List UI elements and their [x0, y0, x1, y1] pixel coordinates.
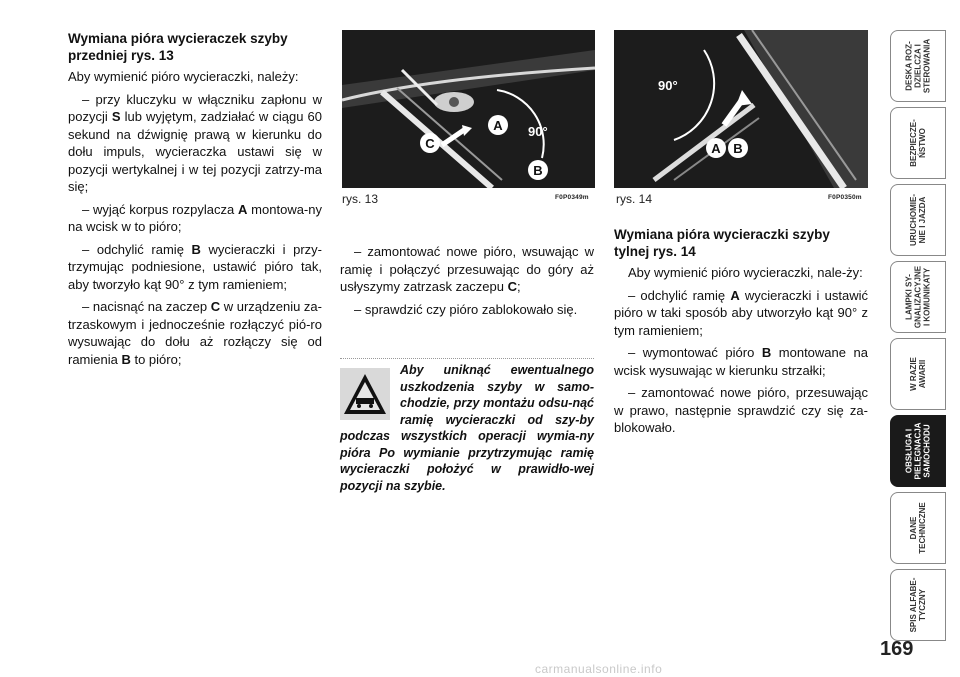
step-text: – zamontować nowe pióro, wsuwając w ramię i połączyć przesuwając do góry aż usłyszymy zatrzask zaczepu: [340, 244, 594, 294]
step-text: – zamontować nowe pióro, przesuwając w prawo, następnie sprawdzić czy się za-blokowało.: [614, 385, 868, 435]
chapter-tab-label: BEZPIECZE- ŃSTWO: [909, 119, 927, 167]
step-item: [340, 243, 594, 296]
chapter-tab-label: W RAZIE AWARII: [909, 357, 927, 391]
step-text: wycieraczki i przy-trzymując podniesione, ustawić pióro tak, aby tworzyło kąt 90° z tym ramieniem;: [68, 241, 322, 292]
chapter-tab[interactable]: [890, 184, 946, 256]
chapter-tab[interactable]: [890, 415, 946, 487]
figure-13-code: F0P0349m: [555, 194, 589, 201]
intro-text: Aby wymienić pióro wycieraczki, nale-ży:: [628, 265, 863, 280]
warning-text: Aby uniknąć ewentualnego uszkodzenia szyby w samo-chodzie, przy montażu odsu-nąć ramię wycieraczki od szy-by podczas wszystkich operacji wymia-ny pióra Po wymianie przytrzymując ramię wycieraczki położyć w prawidło-wej pozycji na szybie.: [340, 363, 594, 493]
chapter-tab[interactable]: [890, 492, 946, 564]
column-continued-steps: [340, 243, 594, 323]
chapter-tab[interactable]: [890, 30, 946, 102]
column-front-wiper: [68, 30, 322, 373]
step-text: wycieraczki i ustawić pióro w taki sposób aby utworzyło kąt 90° z tym ramieniem;: [614, 287, 868, 338]
step-text: – sprawdzić czy pióro zablokowało się.: [354, 301, 578, 317]
label-a: A: [711, 141, 721, 156]
column-rear-wiper: [614, 226, 868, 442]
step-text: – odchylić ramię: [628, 287, 731, 303]
reference-letter: B: [191, 241, 201, 257]
step-item: [614, 344, 868, 379]
chapter-tab-label: DESKA ROZ- DZIELCZA I STEROWANIA: [904, 38, 932, 94]
step-text: lub wyjętym, zadziałać w ciągu 60 sekund na dźwignię prawą w kierunku do dołu impuls, wycieraczka ustawi się w pozycji wertykalnej i w tej pozycji zatrzy-ma się;: [68, 109, 322, 194]
figure-13-caption: rys. 13: [342, 192, 379, 206]
steps-list: [614, 287, 868, 437]
step-text: w urządzeniu za-trzaskowym i jednocześnie rozłączyć pió-ro wysuwając do dołu aż rozłączy się od ramienia: [68, 299, 322, 367]
wiper-front-illustration: [342, 30, 595, 188]
step-text: – przy kluczyku w włączniku zapłonu w pozycji: [68, 91, 322, 124]
label-b: B: [533, 163, 543, 178]
steps-list: [68, 91, 322, 369]
figure-14-caption: rys. 14: [616, 192, 653, 206]
chapter-tab-label: LAMPKI SY- GNALIZACYJNE I KOMUNIKATY: [904, 265, 932, 329]
label-c: C: [425, 136, 435, 151]
step-item: [614, 287, 868, 340]
chapter-tab[interactable]: [890, 261, 946, 333]
step-item: [340, 301, 594, 319]
step-item: [614, 384, 868, 437]
step-text: – odchylić ramię: [82, 241, 192, 257]
watermark: carmanualsonline.info: [535, 662, 663, 676]
angle-label: 90°: [658, 78, 678, 93]
step-item: [68, 241, 322, 294]
step-text: to pióro;: [130, 351, 182, 367]
section-heading-rear-wiper: Wymiana pióra wycieraczki szyby tylnej rys. 14: [614, 227, 830, 259]
step-text: montowane na wcisk wysuwając w kierunku strzałki;: [614, 345, 868, 378]
chapter-tab-label: URUCHOMIE- NIE I JAZDA: [909, 194, 927, 246]
wiper-rear-illustration: [614, 30, 868, 188]
step-item: [68, 298, 322, 368]
figure-14-code: F0P0350m: [828, 194, 862, 201]
step-text: – wyjąć korpus rozpylacza: [82, 201, 239, 217]
label-b: B: [733, 141, 743, 156]
reference-letter: A: [238, 201, 248, 217]
label-a: A: [493, 118, 503, 133]
step-text: – wymontować pióro: [628, 345, 762, 360]
divider: [340, 358, 594, 359]
warning-icon-wrap: [340, 362, 400, 428]
intro-text: Aby wymienić pióro wycieraczki, należy:: [68, 69, 299, 84]
chapter-tab[interactable]: [890, 569, 946, 641]
chapter-tab-label: DANE TECHNICZNE: [909, 502, 927, 554]
angle-label: 90°: [528, 124, 548, 139]
figure-13: [342, 30, 595, 188]
reference-letter: S: [111, 109, 121, 124]
chapter-tab[interactable]: [890, 338, 946, 410]
page-number: 169: [880, 638, 914, 660]
reference-letter: B: [761, 345, 772, 360]
chapter-tab[interactable]: [890, 107, 946, 179]
reference-letter: C: [210, 299, 221, 314]
step-item: [68, 91, 322, 196]
figure-14: [614, 30, 868, 188]
reference-letter: A: [730, 287, 740, 303]
warning-triangle-icon: [340, 368, 390, 420]
reference-letter: C: [507, 279, 517, 294]
reference-letter: B: [121, 351, 131, 367]
warning-text-block: [340, 362, 594, 494]
step-text: ;: [517, 279, 521, 294]
step-text: – nacisnąć na zaczep: [82, 299, 211, 314]
chapter-tab-label: OBSŁUGA I PIELĘGNACJA SAMOCHODU: [904, 422, 932, 480]
steps-list: [340, 243, 594, 318]
step-text: montowa-ny na wcisk w to pióro;: [68, 201, 322, 234]
section-heading-front-wiper: Wymiana pióra wycieraczek szyby przedniej rys. 13: [68, 31, 288, 63]
chapter-tab-label: SPIS ALFABE- TYCZNY: [909, 577, 927, 633]
step-item: [68, 201, 322, 236]
